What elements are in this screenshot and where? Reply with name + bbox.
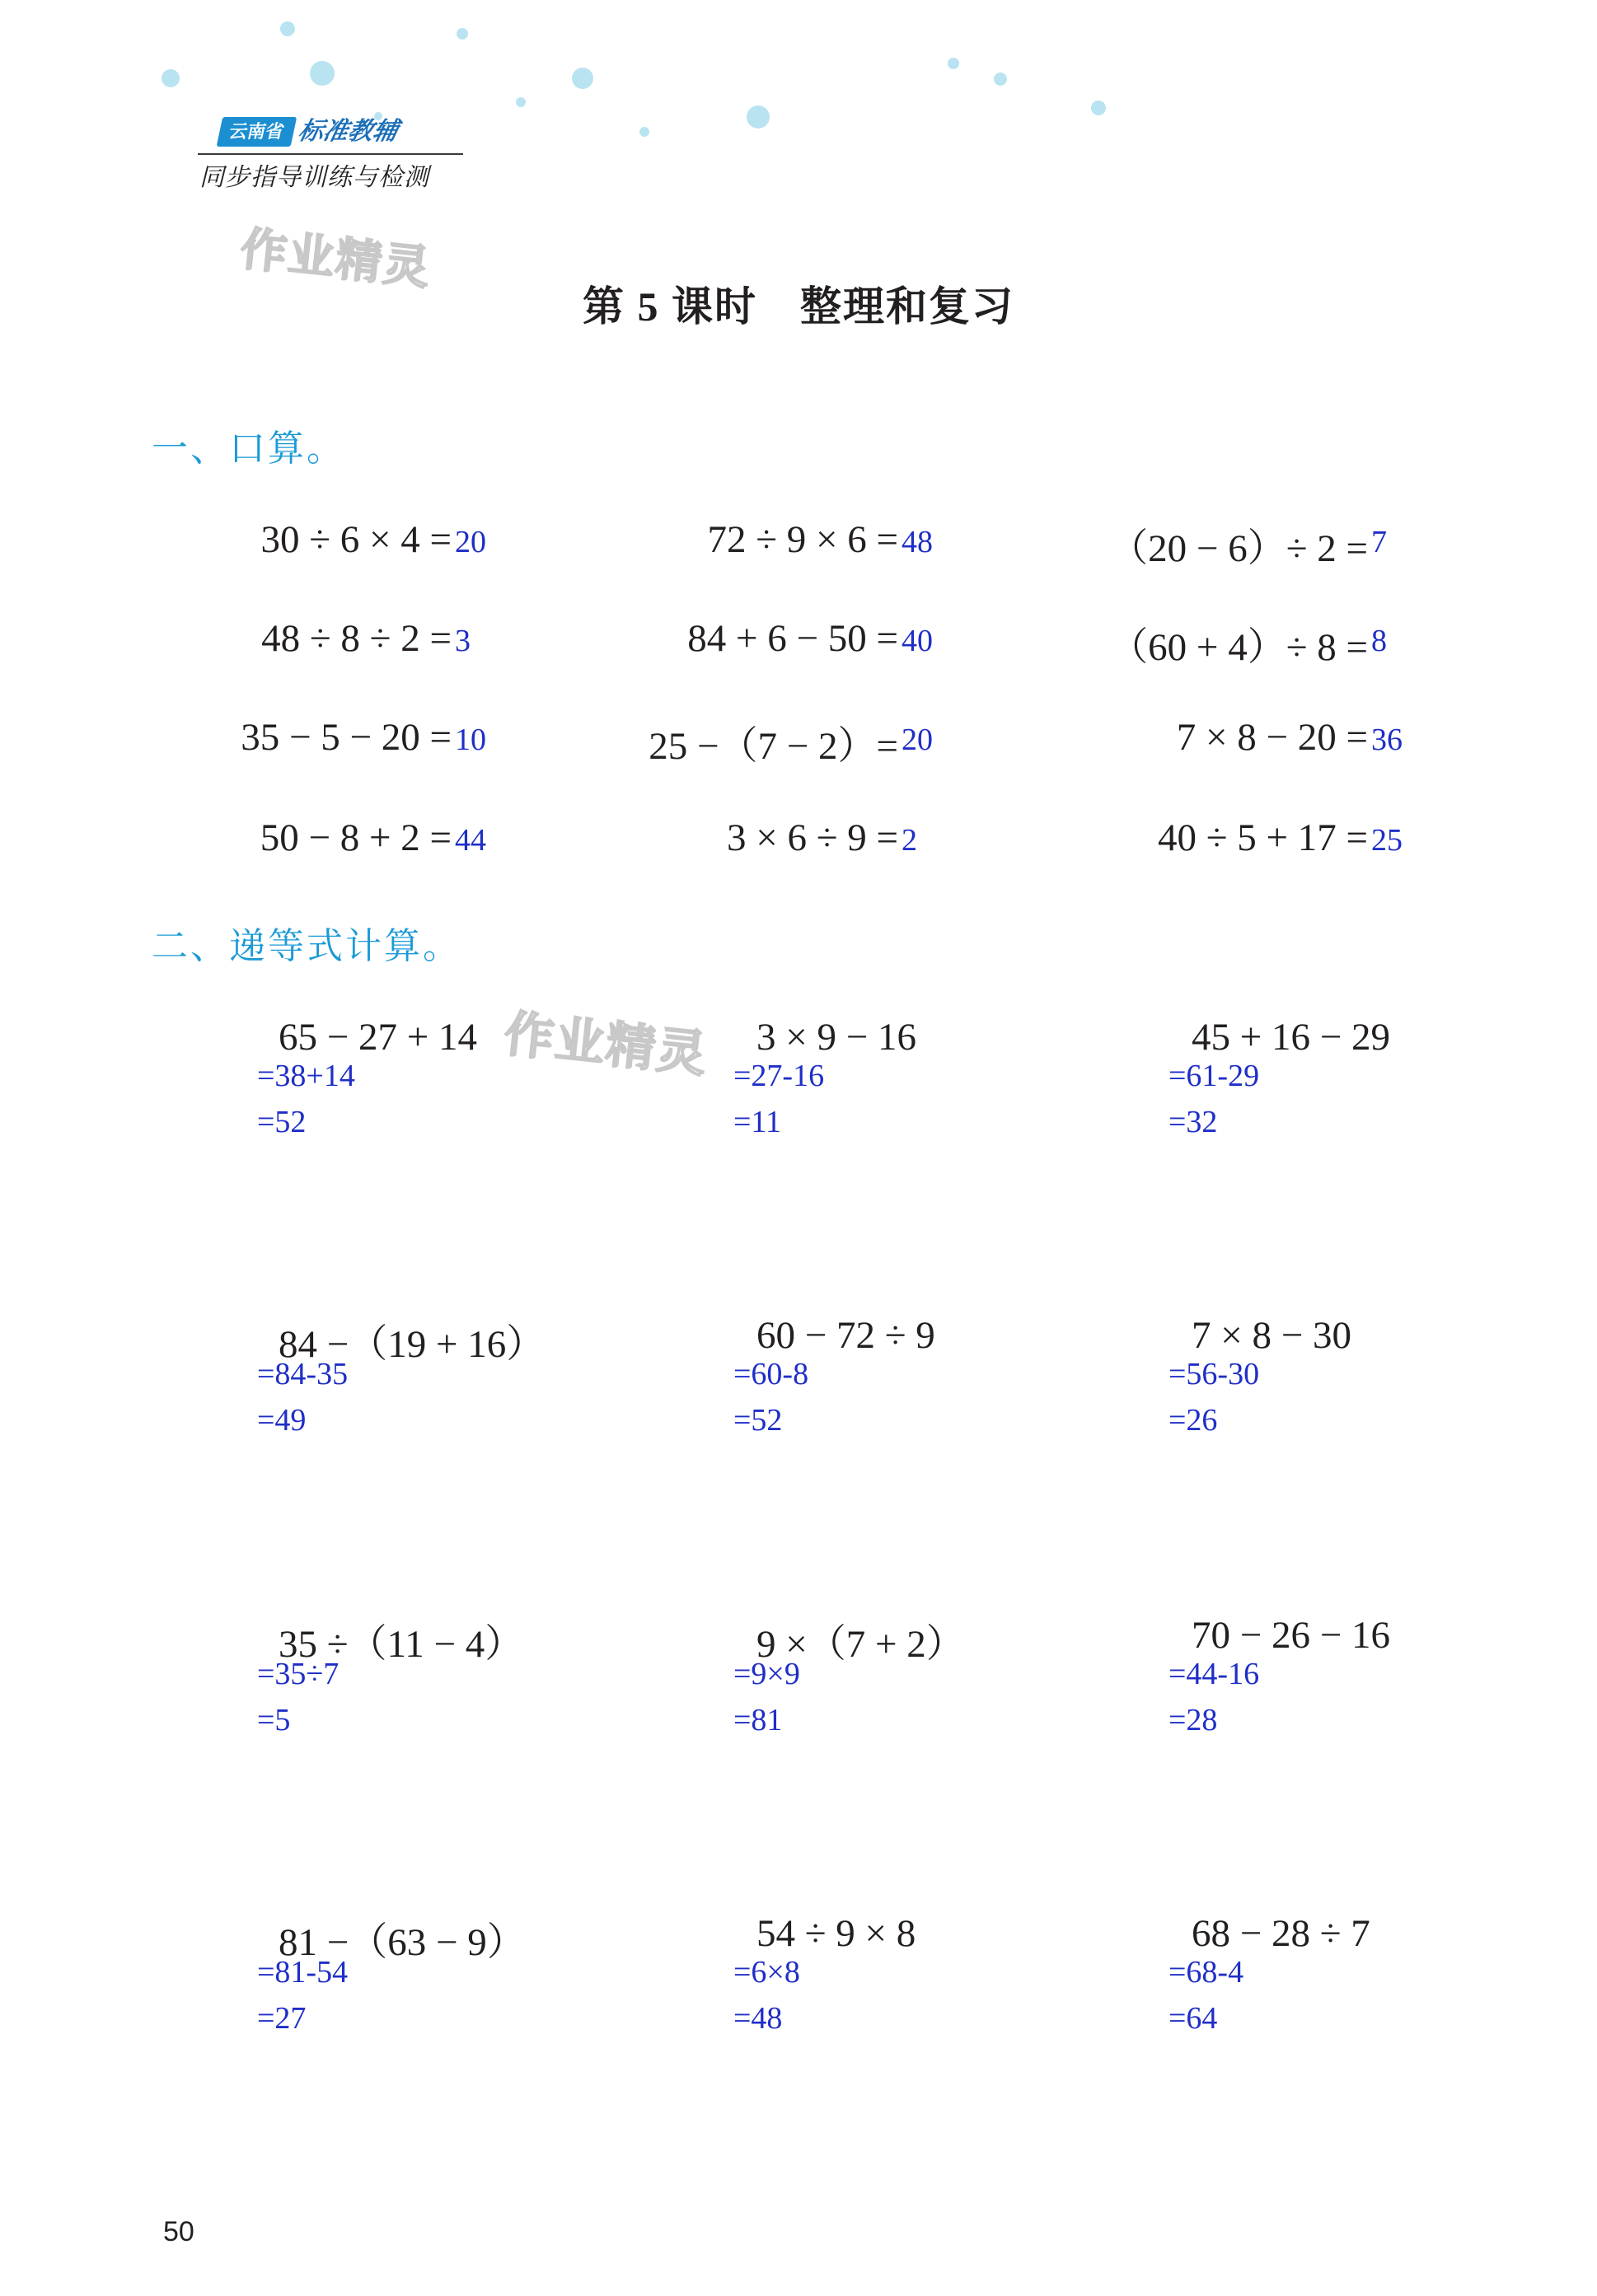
mental-math-item (1109, 616, 1368, 671)
snowflake-decoration (747, 105, 770, 129)
expression: 35 − 5 − 20 = (241, 716, 452, 759)
mental-math-item (727, 816, 898, 860)
mental-math-item (649, 715, 898, 770)
answer: 8 (1371, 624, 1387, 658)
section-2-title: 二、递等式计算。 (152, 925, 461, 967)
step-line-1: =68-4 (1168, 1955, 1244, 1990)
snowflake-decoration (457, 28, 468, 40)
mental-math-item (707, 517, 898, 562)
mental-math-item (687, 616, 898, 661)
step-line-2: =52 (733, 1403, 783, 1438)
answer: 2 (902, 823, 917, 858)
step-line-2: =28 (1168, 1703, 1218, 1737)
series-subtitle: 同步指导训练与检测 (199, 163, 429, 192)
step-line-2: =64 (1168, 2001, 1218, 2036)
mental-math-item (260, 517, 452, 562)
mental-math-item (241, 715, 452, 760)
answer: 7 (1371, 525, 1387, 559)
step-expression: 35 ÷（11 − 4） (279, 1623, 524, 1666)
step-line-1: =6×8 (733, 1955, 800, 1990)
step-line-2: =81 (733, 1703, 783, 1737)
answer: 10 (455, 722, 486, 757)
snowflake-decoration (572, 68, 593, 89)
brand-logo (216, 117, 410, 150)
step-expression: 84 −（19 + 16） (279, 1323, 546, 1366)
step-expression: 7 × 8 − 30 (1192, 1314, 1352, 1357)
lesson-title: 第 5 课时 整理和复习 (583, 283, 1014, 330)
page-number: 50 (163, 2216, 194, 2247)
answer: 20 (455, 525, 486, 559)
mental-math-item (1177, 715, 1368, 760)
snowflake-decoration (994, 72, 1007, 86)
step-expression: 60 − 72 ÷ 9 (756, 1314, 935, 1357)
expression: （20 − 6）÷ 2 = (1109, 527, 1368, 570)
mental-math-item (1109, 517, 1368, 573)
brand-tag: 云南省 (217, 117, 297, 147)
expression: 7 × 8 − 20 = (1176, 716, 1368, 759)
step-line-1: =61-29 (1168, 1059, 1260, 1093)
expression: 25 −（7 − 2）= (649, 725, 898, 768)
mental-math-item (261, 616, 452, 661)
step-line-1: =60-8 (733, 1357, 809, 1391)
step-line-2: =26 (1168, 1403, 1218, 1438)
mental-math-item (1158, 816, 1368, 860)
step-expression: 45 + 16 − 29 (1192, 1016, 1391, 1059)
step-line-1: =9×9 (733, 1657, 800, 1691)
answer: 25 (1371, 823, 1403, 858)
step-line-2: =11 (733, 1105, 782, 1139)
answer: 3 (455, 624, 471, 658)
step-line-1: =44-16 (1168, 1657, 1260, 1691)
snowflake-decoration (280, 21, 295, 36)
mental-math-item (260, 816, 452, 860)
step-expression: 9 ×（7 + 2） (756, 1623, 965, 1666)
brand-main: 标准教辅 (295, 117, 401, 146)
answer: 40 (902, 624, 933, 658)
snowflake-decoration (1091, 101, 1106, 115)
answer: 36 (1371, 722, 1403, 757)
snowflake-decoration (310, 61, 335, 86)
expression: 3 × 6 ÷ 9 = (726, 816, 898, 859)
step-expression: 65 − 27 + 14 (279, 1016, 478, 1059)
step-line-2: =48 (733, 2001, 783, 2036)
expression: 30 ÷ 6 × 4 = (260, 518, 452, 561)
snowflake-decoration (948, 58, 959, 69)
step-expression: 81 −（63 − 9） (279, 1921, 526, 1964)
step-line-2: =52 (257, 1105, 307, 1139)
step-line-2: =32 (1168, 1105, 1218, 1139)
step-line-2: =27 (257, 2001, 307, 2036)
step-line-2: =5 (257, 1703, 291, 1737)
expression: 50 − 8 + 2 = (260, 816, 452, 859)
step-line-1: =27-16 (733, 1059, 825, 1093)
step-expression: 3 × 9 − 16 (756, 1016, 917, 1059)
expression: 84 + 6 − 50 = (687, 617, 898, 660)
expression: （60 + 4）÷ 8 = (1109, 626, 1368, 669)
step-line-2: =49 (257, 1403, 307, 1438)
step-expression: 70 − 26 − 16 (1192, 1614, 1391, 1657)
section-1-title: 一、口算。 (152, 428, 345, 470)
snowflake-decoration (639, 127, 649, 137)
snowflake-decoration (162, 69, 180, 87)
step-line-1: =35÷7 (257, 1657, 340, 1691)
step-line-1: =56-30 (1168, 1357, 1260, 1391)
watermark: 作业精灵 (237, 222, 434, 296)
step-line-1: =81-54 (257, 1955, 349, 1990)
header-divider (198, 153, 463, 155)
answer: 48 (902, 525, 933, 559)
expression: 40 ÷ 5 + 17 = (1157, 816, 1368, 859)
step-line-1: =84-35 (257, 1357, 349, 1391)
step-expression: 54 ÷ 9 × 8 (756, 1912, 916, 1955)
expression: 48 ÷ 8 ÷ 2 = (261, 617, 452, 660)
step-expression: 68 − 28 ÷ 7 (1192, 1912, 1370, 1955)
snowflake-decoration (516, 97, 526, 107)
answer: 44 (455, 823, 486, 858)
answer: 20 (902, 722, 933, 757)
step-line-1: =38+14 (257, 1059, 355, 1093)
expression: 72 ÷ 9 × 6 = (707, 518, 898, 561)
watermark: 作业精灵 (501, 1005, 711, 1084)
